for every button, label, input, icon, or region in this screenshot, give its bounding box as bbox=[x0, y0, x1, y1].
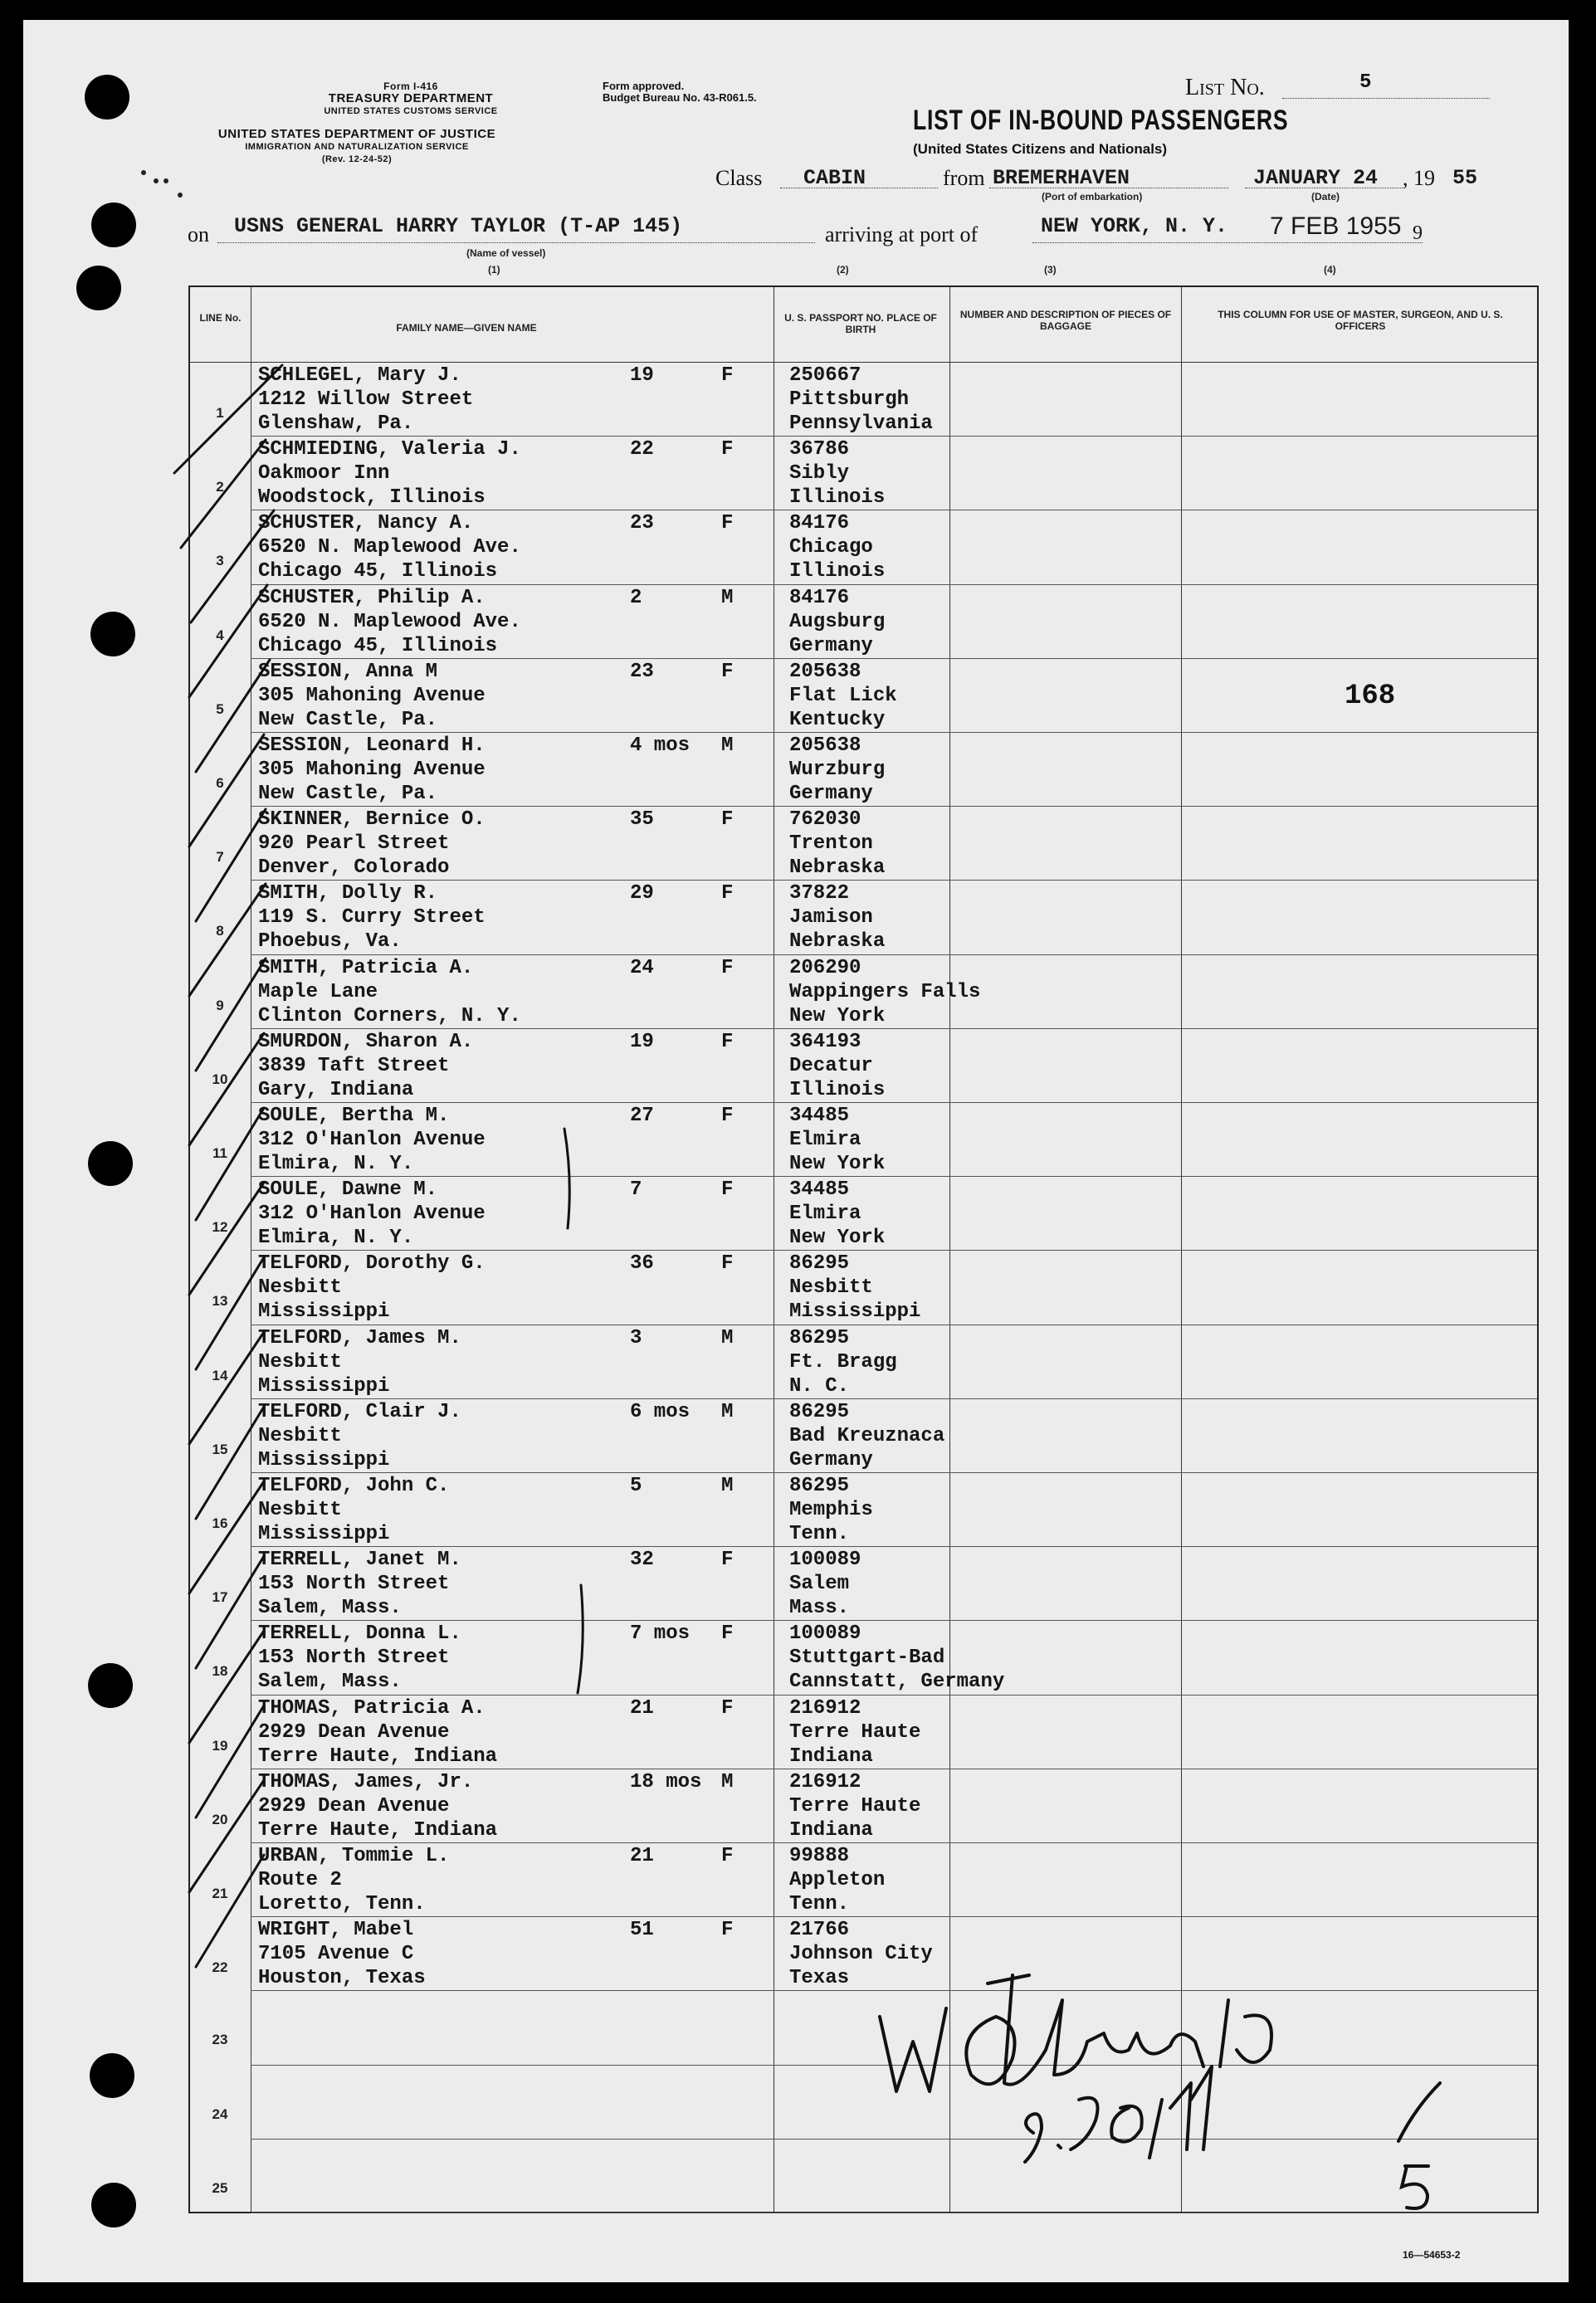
line-number: 1 bbox=[216, 405, 224, 421]
passenger-age: 7 bbox=[630, 1178, 642, 1202]
passenger-age: 19 bbox=[630, 364, 654, 387]
passenger-name: SCHMIEDING, Valeria J. bbox=[258, 438, 521, 461]
passenger-name: SOULE, Bertha M. bbox=[258, 1105, 450, 1127]
birth-place-region: Pennsylvania bbox=[789, 412, 933, 435]
passenger-sex: F bbox=[721, 1696, 734, 1720]
passport-number: 762030 bbox=[789, 808, 861, 832]
passenger-name: THOMAS, Patricia A. bbox=[258, 1696, 486, 1720]
passenger-name: TELFORD, James M. bbox=[258, 1326, 461, 1349]
passport-number: 86295 bbox=[789, 1400, 850, 1423]
passenger-address: 312 O'Hanlon Avenue bbox=[258, 1129, 486, 1151]
passenger-name: SESSION, Leonard H. bbox=[258, 734, 486, 757]
passport-number: 21766 bbox=[789, 1919, 850, 1942]
arrival-date-stamp: 7 FEB 1955 bbox=[1270, 212, 1402, 240]
passenger-name: SESSION, Anna M bbox=[258, 660, 438, 683]
passport-number: 37822 bbox=[789, 882, 850, 905]
passenger-sex: F bbox=[721, 808, 734, 832]
col-caption-2: (2) bbox=[837, 264, 849, 276]
passenger-sex: M bbox=[721, 1400, 734, 1423]
passenger-name: THOMAS, James, Jr. bbox=[258, 1770, 474, 1793]
passenger-sex: M bbox=[721, 734, 734, 757]
passenger-city: New Castle, Pa. bbox=[258, 783, 438, 805]
col-caption-3: (3) bbox=[1044, 264, 1057, 276]
page-subtitle: (United States Citizens and Nationals) bbox=[913, 141, 1168, 157]
passenger-address: 119 S. Curry Street bbox=[258, 906, 486, 929]
passenger-city: Glenshaw, Pa. bbox=[258, 412, 414, 435]
passenger-address: 2929 Dean Avenue bbox=[258, 1720, 450, 1744]
birth-place: Elmira bbox=[789, 1129, 861, 1151]
birth-place-region: Illinois bbox=[789, 560, 886, 583]
birth-place: Salem bbox=[789, 1573, 850, 1596]
passenger-age: 19 bbox=[630, 1030, 654, 1053]
birth-place: Flat Lick bbox=[789, 684, 897, 707]
list-no-label: List No. bbox=[1185, 75, 1265, 100]
passport-number: 250667 bbox=[789, 364, 861, 387]
passenger-city: Mississippi bbox=[258, 1374, 390, 1398]
passenger-age: 6 mos bbox=[630, 1400, 691, 1423]
passenger-city: Loretto, Tenn. bbox=[258, 1893, 426, 1915]
passenger-name: SCHUSTER, Philip A. bbox=[258, 586, 486, 609]
passenger-address: Maple Lane bbox=[258, 980, 378, 1003]
birth-place-region: Nebraska bbox=[789, 856, 886, 880]
passenger-address: 153 North Street bbox=[258, 1573, 450, 1596]
birth-place: Terre Haute bbox=[789, 1794, 921, 1818]
passport-number: 100089 bbox=[789, 1549, 861, 1572]
arrival-port: NEW YORK, N. Y. bbox=[1041, 214, 1228, 238]
birth-place: Wurzburg bbox=[789, 759, 886, 781]
budget-bureau: Budget Bureau No. 43-R061.5. bbox=[603, 91, 757, 104]
passenger-name: SOULE, Dawne M. bbox=[258, 1178, 438, 1202]
passenger-sex: F bbox=[721, 882, 734, 905]
mark-5-handwritten bbox=[1382, 2075, 1457, 2216]
line-number: 20 bbox=[212, 1811, 228, 1827]
justice-department: UNITED STATES DEPARTMENT OF JUSTICE bbox=[217, 127, 496, 141]
form-approved: Form approved. bbox=[603, 80, 685, 92]
passport-number: 36786 bbox=[789, 438, 850, 461]
customs-service: UNITED STATES CUSTOMS SERVICE bbox=[324, 106, 498, 116]
list-no-value: 5 bbox=[1359, 71, 1372, 94]
line-number: 10 bbox=[212, 1071, 228, 1087]
line-number: 8 bbox=[216, 923, 224, 939]
date-year-prefix: , 19 bbox=[1403, 166, 1435, 190]
from-label: from bbox=[943, 166, 985, 190]
line-number: 24 bbox=[212, 2105, 228, 2122]
passenger-city: Clinton Corners, N. Y. bbox=[258, 1004, 521, 1027]
print-code: 16—54653-2 bbox=[1403, 2249, 1461, 2261]
passenger-city: Gary, Indiana bbox=[258, 1078, 414, 1101]
passport-number: 86295 bbox=[789, 1326, 850, 1349]
on-label: on bbox=[188, 222, 209, 246]
birth-place-region: Mississippi bbox=[789, 1300, 921, 1324]
passenger-sex: F bbox=[721, 364, 734, 387]
passenger-city: Salem, Mass. bbox=[258, 1671, 402, 1694]
officer-number: 168 bbox=[1345, 681, 1396, 712]
birth-place-region: Indiana bbox=[789, 1818, 873, 1842]
passenger-sex: F bbox=[721, 438, 734, 461]
passenger-address: 1212 Willow Street bbox=[258, 388, 474, 411]
header-line-no: LINE No. bbox=[199, 312, 242, 324]
birth-place-region: Indiana bbox=[789, 1744, 873, 1768]
passenger-name: TELFORD, Dorothy G. bbox=[258, 1252, 486, 1276]
col-caption-4: (4) bbox=[1324, 264, 1336, 276]
passenger-sex: M bbox=[721, 1475, 734, 1497]
vessel-name: USNS GENERAL HARRY TAYLOR (T-AP 145) bbox=[234, 214, 683, 238]
passport-number: 364193 bbox=[789, 1030, 861, 1053]
line-number: 25 bbox=[212, 2179, 228, 2196]
passenger-age: 24 bbox=[630, 956, 654, 979]
passenger-city: Mississippi bbox=[258, 1300, 390, 1324]
birth-place-region: Germany bbox=[789, 783, 873, 805]
passenger-city: New Castle, Pa. bbox=[258, 708, 438, 731]
passenger-sex: M bbox=[721, 1326, 734, 1349]
passenger-city: Denver, Colorado bbox=[258, 856, 450, 880]
ins-service: IMMIGRATION AND NATURALIZATION SERVICE bbox=[245, 142, 469, 152]
header-name: FAMILY NAME—GIVEN NAME bbox=[396, 322, 537, 334]
passenger-name: SCHUSTER, Nancy A. bbox=[258, 512, 474, 535]
passenger-name: SMITH, Patricia A. bbox=[258, 956, 474, 979]
birth-place: Ft. Bragg bbox=[789, 1350, 897, 1374]
passenger-city: Phoebus, Va. bbox=[258, 930, 402, 954]
class-label: Class bbox=[715, 166, 763, 190]
line-number: 9 bbox=[216, 997, 224, 1013]
birth-place-region: Texas bbox=[789, 1967, 850, 1990]
birth-place: Jamison bbox=[789, 906, 873, 929]
passenger-sex: F bbox=[721, 1105, 734, 1127]
passenger-sex: F bbox=[721, 1622, 734, 1646]
port-caption: (Port of embarkation) bbox=[1042, 191, 1143, 202]
arriving-label: arriving at port of bbox=[825, 222, 979, 246]
birth-place-region: Tenn. bbox=[789, 1893, 850, 1915]
passport-number: 86295 bbox=[789, 1475, 850, 1497]
date-value: JANUARY 24 bbox=[1253, 166, 1379, 190]
passenger-name: SMITH, Dolly R. bbox=[258, 882, 438, 905]
revision-date: (Rev. 12-24-52) bbox=[321, 154, 393, 164]
passenger-sex: F bbox=[721, 1030, 734, 1053]
passenger-address: Nesbitt bbox=[258, 1350, 342, 1374]
birth-place: Bad Kreuznaca bbox=[789, 1424, 945, 1447]
passenger-age: 23 bbox=[630, 512, 654, 535]
line-number: 2 bbox=[216, 479, 224, 495]
passenger-address: 6520 N. Maplewood Ave. bbox=[258, 610, 521, 633]
birth-place-region: Illinois bbox=[789, 486, 886, 510]
passenger-age: 3 bbox=[630, 1326, 642, 1349]
passenger-name: TERRELL, Donna L. bbox=[258, 1622, 461, 1646]
passenger-city: Terre Haute, Indiana bbox=[258, 1744, 498, 1768]
passport-number: 216912 bbox=[789, 1696, 861, 1720]
passport-number: 205638 bbox=[789, 660, 861, 683]
passport-number: 99888 bbox=[789, 1845, 850, 1867]
passenger-age: 27 bbox=[630, 1105, 654, 1127]
birth-place-region: New York bbox=[789, 1153, 886, 1175]
passenger-name: TELFORD, John C. bbox=[258, 1475, 450, 1497]
inspector-signature bbox=[863, 1967, 1328, 2183]
line-number: 13 bbox=[212, 1293, 228, 1310]
passport-number: 205638 bbox=[789, 734, 861, 757]
passenger-age: 36 bbox=[630, 1252, 654, 1276]
passenger-name: SCHLEGEL, Mary J. bbox=[258, 364, 461, 387]
class-value: CABIN bbox=[803, 166, 866, 190]
birth-place-region: New York bbox=[789, 1004, 886, 1027]
line-number: 17 bbox=[212, 1589, 228, 1606]
passenger-age: 4 mos bbox=[630, 734, 691, 757]
birth-place-region: Mass. bbox=[789, 1597, 850, 1620]
passenger-address: Oakmoor Inn bbox=[258, 462, 390, 485]
col-caption-1: (1) bbox=[488, 264, 500, 276]
line-number: 21 bbox=[212, 1886, 228, 1901]
passenger-sex: F bbox=[721, 1549, 734, 1572]
birth-place: Augsburg bbox=[789, 610, 886, 633]
birth-place: Nesbitt bbox=[789, 1276, 873, 1300]
line-number: 12 bbox=[212, 1219, 228, 1236]
line-number: 3 bbox=[216, 553, 224, 569]
passenger-age: 18 mos bbox=[630, 1770, 702, 1793]
header-baggage: NUMBER AND DESCRIPTION OF PIECES OF BAGGAGE bbox=[959, 309, 1172, 332]
birth-place-region: N. C. bbox=[789, 1374, 850, 1398]
line-number: 23 bbox=[212, 2032, 228, 2048]
from-value: BREMERHAVEN bbox=[993, 166, 1130, 190]
birth-place: Terre Haute bbox=[789, 1720, 921, 1744]
passenger-sex: F bbox=[721, 1845, 734, 1867]
birth-place: Sibly bbox=[789, 462, 850, 485]
passenger-address: Nesbitt bbox=[258, 1499, 342, 1521]
passenger-age: 29 bbox=[630, 882, 654, 905]
passenger-name: URBAN, Tommie L. bbox=[258, 1845, 450, 1867]
passenger-sex: F bbox=[721, 956, 734, 979]
passenger-sex: M bbox=[721, 586, 734, 609]
date-caption: (Date) bbox=[1311, 191, 1340, 202]
birth-place: Johnson City bbox=[789, 1943, 933, 1966]
birth-place: Memphis bbox=[789, 1499, 873, 1521]
birth-place: Chicago bbox=[789, 536, 873, 559]
passenger-address: 7105 Avenue C bbox=[258, 1943, 414, 1966]
passenger-age: 32 bbox=[630, 1549, 654, 1572]
passenger-name: SKINNER, Bernice O. bbox=[258, 808, 486, 832]
birth-place: Appleton bbox=[789, 1869, 886, 1891]
passenger-name: TELFORD, Clair J. bbox=[258, 1400, 461, 1423]
passenger-sex: F bbox=[721, 1252, 734, 1276]
passenger-age: 21 bbox=[630, 1845, 654, 1867]
birth-place-region: Germany bbox=[789, 634, 873, 657]
passenger-address: 6520 N. Maplewood Ave. bbox=[258, 536, 521, 559]
passenger-address: 312 O'Hanlon Avenue bbox=[258, 1203, 486, 1226]
form-number: Form I-416 bbox=[383, 81, 438, 92]
birth-place-region: Illinois bbox=[789, 1078, 886, 1101]
passport-number: 86295 bbox=[789, 1252, 850, 1276]
birth-place: Decatur bbox=[789, 1054, 873, 1077]
passenger-address: 153 North Street bbox=[258, 1647, 450, 1670]
birth-place-region: Germany bbox=[789, 1448, 873, 1471]
passport-number: 100089 bbox=[789, 1622, 861, 1646]
birth-place: Wappingers Falls bbox=[789, 980, 981, 1003]
passenger-address: Nesbitt bbox=[258, 1424, 342, 1447]
vessel-caption: (Name of vessel) bbox=[466, 247, 546, 259]
birth-place-region: Kentucky bbox=[789, 708, 886, 731]
header-officers: THIS COLUMN FOR USE OF MASTER, SURGEON, AND U. S. OFFICERS bbox=[1218, 309, 1503, 332]
passport-number: 216912 bbox=[789, 1770, 861, 1793]
passenger-address: Nesbitt bbox=[258, 1276, 342, 1300]
birth-place-region: Tenn. bbox=[789, 1523, 850, 1545]
passport-number: 206290 bbox=[789, 956, 861, 979]
passenger-age: 2 bbox=[630, 586, 642, 609]
passenger-age: 35 bbox=[630, 808, 654, 832]
line-number: 7 bbox=[216, 849, 224, 866]
line-number: 11 bbox=[212, 1145, 227, 1161]
birth-place-region: Cannstatt, Germany bbox=[789, 1671, 1005, 1694]
passenger-sex: F bbox=[721, 1178, 734, 1202]
passenger-city: Elmira, N. Y. bbox=[258, 1153, 414, 1175]
line-number: 18 bbox=[212, 1663, 228, 1680]
passenger-address: 305 Mahoning Avenue bbox=[258, 684, 486, 707]
passenger-city: Terre Haute, Indiana bbox=[258, 1818, 498, 1842]
passenger-age: 21 bbox=[630, 1696, 654, 1720]
arrival-year-suffix: 9 bbox=[1413, 222, 1423, 244]
passport-number: 84176 bbox=[789, 512, 850, 535]
passenger-name: SMURDON, Sharon A. bbox=[258, 1030, 474, 1053]
passenger-age: 23 bbox=[630, 660, 654, 683]
passenger-city: Salem, Mass. bbox=[258, 1597, 402, 1620]
passenger-age: 5 bbox=[630, 1475, 642, 1497]
birth-place-region: New York bbox=[789, 1227, 886, 1250]
passport-number: 34485 bbox=[789, 1178, 850, 1202]
passenger-address: 2929 Dean Avenue bbox=[258, 1794, 450, 1818]
line-number: 4 bbox=[216, 627, 224, 643]
line-number: 19 bbox=[212, 1737, 228, 1754]
birth-place: Elmira bbox=[789, 1203, 861, 1226]
birth-place: Pittsburgh bbox=[789, 388, 910, 411]
passenger-city: Houston, Texas bbox=[258, 1967, 426, 1990]
passenger-name: WRIGHT, Mabel bbox=[258, 1919, 414, 1942]
birth-place: Stuttgart-Bad bbox=[789, 1647, 945, 1670]
line-number: 6 bbox=[216, 775, 224, 791]
line-number: 15 bbox=[212, 1441, 228, 1457]
passenger-city: Mississippi bbox=[258, 1448, 390, 1471]
passenger-city: Woodstock, Illinois bbox=[258, 486, 486, 510]
passenger-city: Elmira, N. Y. bbox=[258, 1227, 414, 1250]
passenger-address: Route 2 bbox=[258, 1869, 342, 1891]
passport-number: 84176 bbox=[789, 586, 850, 609]
passenger-sex: M bbox=[721, 1770, 734, 1793]
passenger-city: Mississippi bbox=[258, 1523, 390, 1545]
passenger-city: Chicago 45, Illinois bbox=[258, 634, 498, 657]
line-number: 5 bbox=[216, 700, 224, 717]
passenger-sex: F bbox=[721, 660, 734, 683]
passenger-address: 3839 Taft Street bbox=[258, 1054, 450, 1077]
passenger-age: 51 bbox=[630, 1919, 654, 1942]
line-number: 22 bbox=[212, 1959, 228, 1976]
passenger-name: TERRELL, Janet M. bbox=[258, 1549, 461, 1572]
passport-number: 34485 bbox=[789, 1105, 850, 1127]
passenger-address: 305 Mahoning Avenue bbox=[258, 759, 486, 781]
passenger-sex: F bbox=[721, 1919, 734, 1942]
date-year: 55 bbox=[1452, 166, 1478, 190]
passenger-age: 22 bbox=[630, 438, 654, 461]
page-title: LIST OF IN-BOUND PASSENGERS bbox=[913, 105, 1289, 136]
birth-place: Trenton bbox=[789, 832, 873, 856]
birth-place-region: Nebraska bbox=[789, 930, 886, 954]
passenger-age: 7 mos bbox=[630, 1622, 691, 1646]
line-number: 16 bbox=[212, 1515, 228, 1531]
passenger-address: 920 Pearl Street bbox=[258, 832, 450, 856]
passenger-city: Chicago 45, Illinois bbox=[258, 560, 498, 583]
passenger-sex: F bbox=[721, 512, 734, 535]
treasury-department: TREASURY DEPARTMENT bbox=[328, 91, 494, 105]
line-number: 14 bbox=[212, 1367, 228, 1383]
header-passport: U. S. PASSPORT NO. PLACE OF BIRTH bbox=[784, 312, 937, 335]
